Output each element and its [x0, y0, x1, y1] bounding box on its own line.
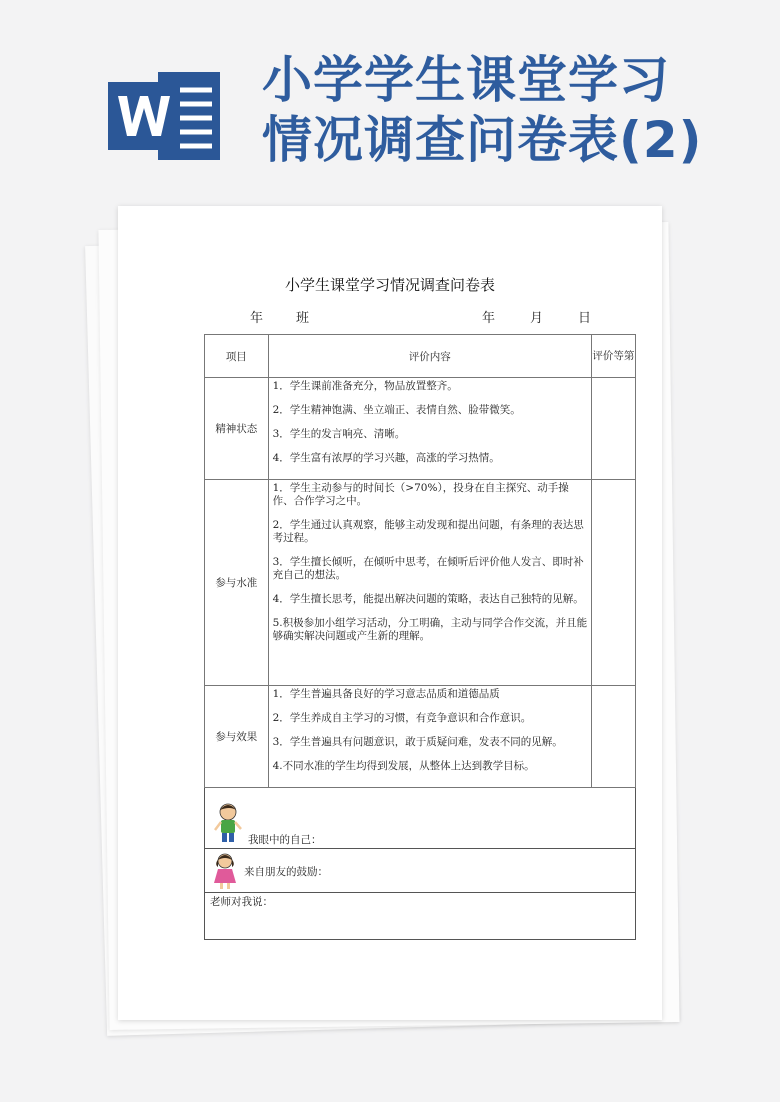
row-category: 精神状态	[205, 378, 269, 480]
date-month-label: 月	[530, 311, 544, 326]
boy-cartoon-icon	[212, 802, 244, 844]
teacher-label: 老师对我说：	[210, 896, 273, 908]
table-header-row	[205, 335, 636, 378]
list-item: 1．学生普遍具备良好的学习意志品质和道德品质	[272, 688, 500, 700]
comment-section	[204, 788, 636, 940]
grade-cell[interactable]	[591, 378, 635, 480]
header-grade: 评价等第	[591, 335, 635, 378]
grade-cell[interactable]	[591, 686, 635, 788]
list-item: 1．学生课前准备充分，物品放置整齐。	[272, 380, 458, 392]
list-item: 3．学生擅长倾听，在倾听中思考，在倾听后评价他人发言、即时补充自己的想法。	[272, 556, 584, 581]
list-item: 4.不同水准的学生均得到发展，从整体上达到教学目标。	[272, 760, 535, 772]
row-category: 参与水准	[205, 480, 269, 686]
row-category: 参与效果	[205, 686, 269, 788]
table-row	[205, 480, 636, 686]
girl-cartoon-icon	[210, 852, 240, 890]
row-items	[268, 378, 591, 480]
friend-label: 来自朋友的鼓励：	[244, 866, 328, 878]
list-item: 5.积极参加小组学习活动，分工明确，主动与同学合作交流，并且能够确实解决问题或产生新的理解。	[272, 617, 588, 642]
list-item: 1．学生主动参与的时间长（>70%），投身在自主探究、动手操作、合作学习之中。	[272, 482, 569, 507]
header-project: 项目	[205, 335, 269, 378]
table-row	[205, 686, 636, 788]
banner-title-line2: 情况调查问卷表(2)	[262, 111, 703, 169]
self-eval-label: 我眼中的自己：	[248, 834, 322, 846]
list-item: 2．学生养成自主学习的习惯，有竞争意识和合作意识。	[272, 712, 532, 724]
list-item: 2．学生通过认真观察，能够主动发现和提出问题，有条理的表达思考过程。	[272, 519, 584, 544]
list-item: 4．学生擅长思考，能提出解决问题的策略，表达自己独特的见解。	[272, 593, 584, 605]
document-title: 小学生课堂学习情况调查问卷表	[284, 276, 495, 294]
row-items	[268, 480, 591, 686]
word-document-icon	[108, 68, 228, 164]
banner-title	[262, 50, 762, 170]
list-item: 3．学生的发言响亮、清晰。	[272, 428, 406, 440]
grade-cell[interactable]	[591, 480, 635, 686]
document-page	[118, 206, 662, 1020]
evaluation-table	[204, 334, 636, 788]
list-item: 3．学生普遍具有问题意识，敢于质疑问难，发表不同的见解。	[272, 736, 563, 748]
header-content: 评价内容	[268, 335, 591, 378]
date-day-label: 日	[578, 311, 592, 326]
date-year2-label: 年	[482, 311, 496, 326]
banner-title-line1: 小学学生课堂学习	[262, 51, 670, 109]
row-items	[268, 686, 591, 788]
date-year-label: 年	[250, 311, 264, 326]
list-item: 2．学生精神饱满、坐立端正、表情自然、脸带微笑。	[272, 404, 521, 416]
list-item: 4．学生富有浓厚的学习兴趣，高涨的学习热情。	[272, 452, 500, 464]
date-class-label: 班	[296, 311, 310, 326]
table-row	[205, 378, 636, 480]
